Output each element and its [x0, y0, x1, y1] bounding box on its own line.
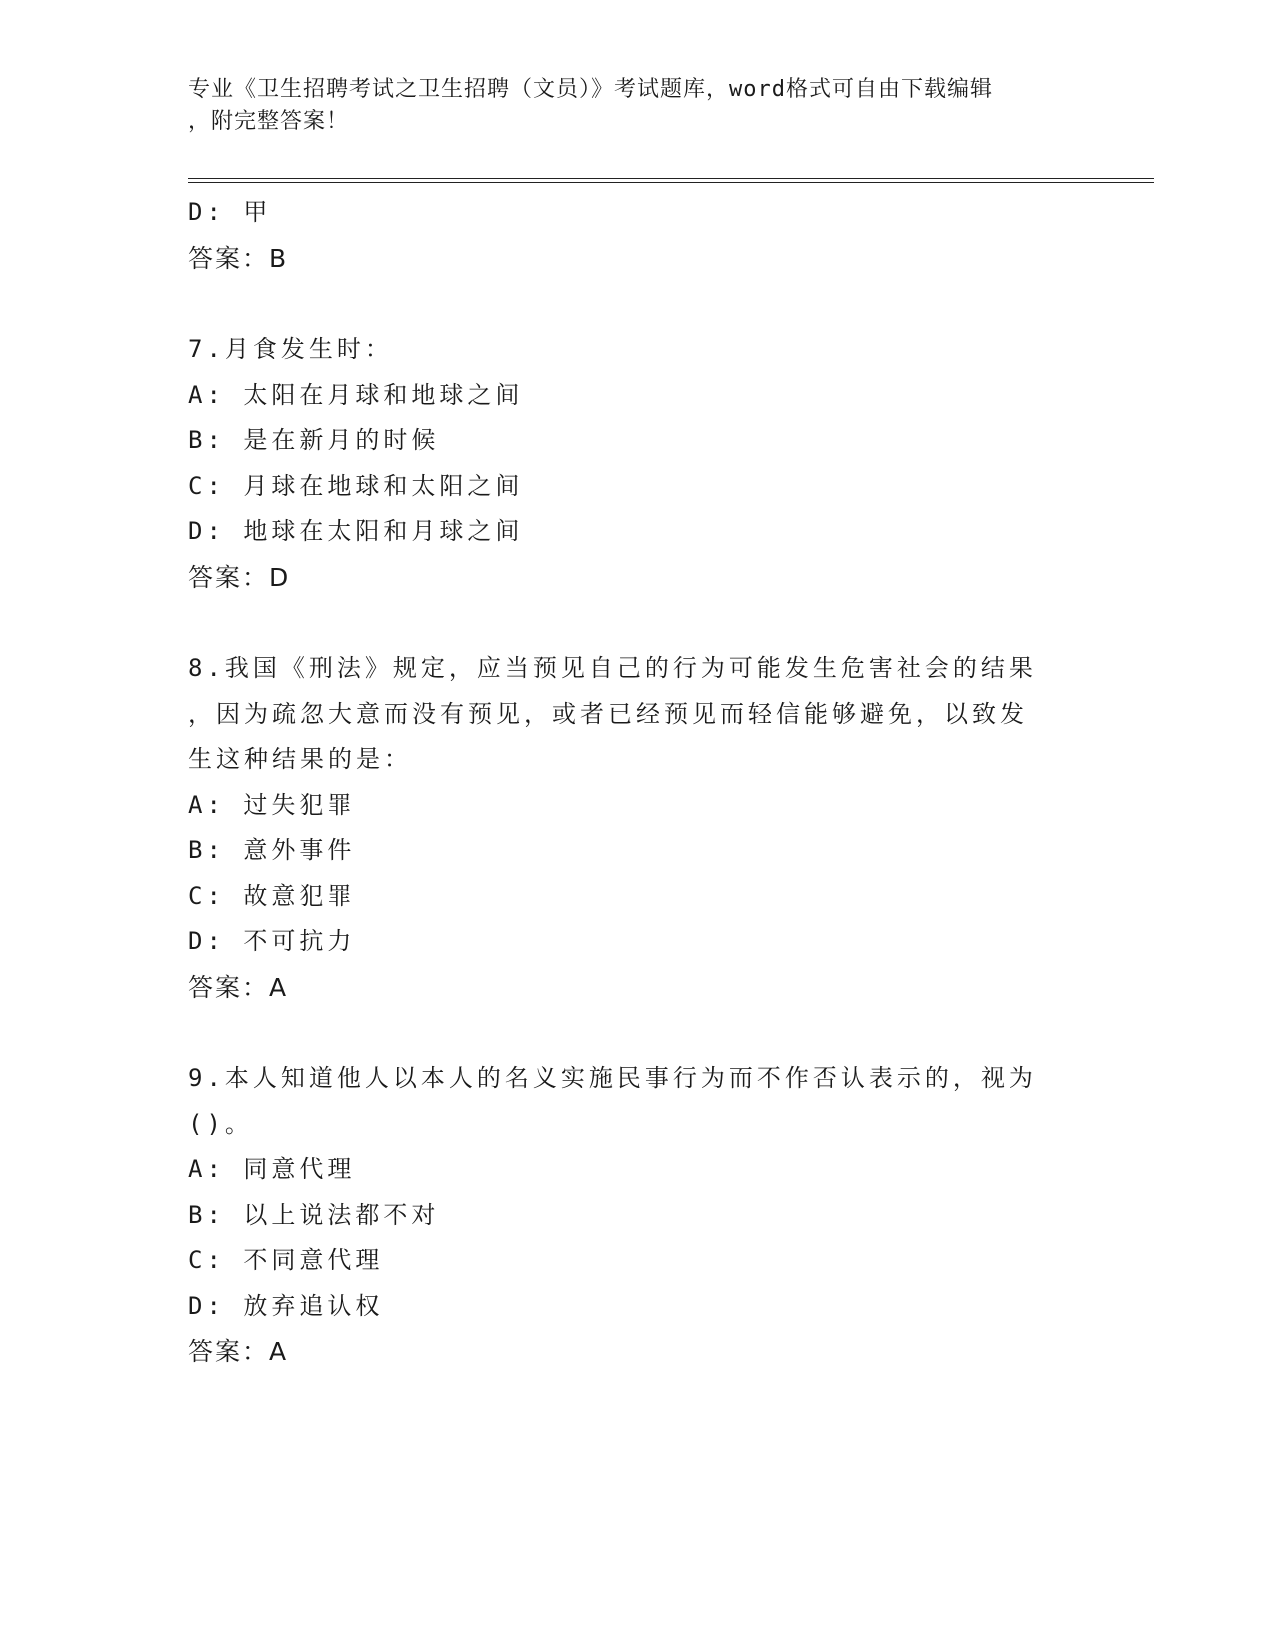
option-c: C: 故意犯罪: [188, 881, 356, 910]
option-b: B: 以上说法都不对: [188, 1200, 440, 1229]
document-header: [188, 74, 1068, 138]
option-b: B: 是在新月的时候: [188, 426, 440, 454]
option-d: D: 放弃追认权: [188, 1291, 384, 1320]
option-c: C: 不同意代理: [188, 1246, 384, 1274]
answer-line: 答案：A: [188, 1337, 289, 1366]
question-stem: 7.月食发生时：: [188, 335, 393, 363]
option-a: A: 太阳在月球和地球之间: [188, 380, 524, 409]
header-divider-top: [188, 178, 1154, 179]
option-d: D: 不可抗力: [188, 927, 356, 955]
question-9: [188, 1056, 1068, 1375]
document-body: [188, 190, 1068, 1375]
question-8: [188, 646, 1068, 1010]
answer-line: 答案：B: [188, 243, 289, 273]
previous-question-tail: [188, 190, 1068, 281]
header-line-1: 专业《卫生招聘考试之卫生招聘（文员）》考试题库，word格式可自由下载编辑: [188, 77, 993, 102]
option-a: A: 过失犯罪: [188, 790, 356, 819]
header-line-2: ，附完整答案！: [188, 109, 350, 134]
question-stem-line-2: ，因为疏忽大意而没有预见，或者已经预见而轻信能够避免，以致发: [188, 699, 1028, 728]
header-divider-bottom: [188, 182, 1154, 183]
option-d: D: 地球在太阳和月球之间: [188, 517, 524, 545]
question-stem-line-1: 9.本人知道他人以本人的名义实施民事行为而不作否认表示的，视为: [188, 1064, 1037, 1092]
answer-line: 答案：D: [188, 562, 291, 592]
question-stem-line-3: 生这种结果的是：: [188, 745, 412, 773]
answer-line: 答案：A: [188, 972, 289, 1002]
question-stem-line-1: 8.我国《刑法》规定，应当预见自己的行为可能发生危害社会的结果: [188, 654, 1037, 682]
option-d: D: 甲: [188, 198, 272, 226]
question-7: [188, 327, 1068, 600]
question-stem-line-2: ()。: [188, 1109, 253, 1138]
option-b: B: 意外事件: [188, 836, 356, 864]
option-c: C: 月球在地球和太阳之间: [188, 471, 524, 500]
option-a: A: 同意代理: [188, 1155, 356, 1183]
